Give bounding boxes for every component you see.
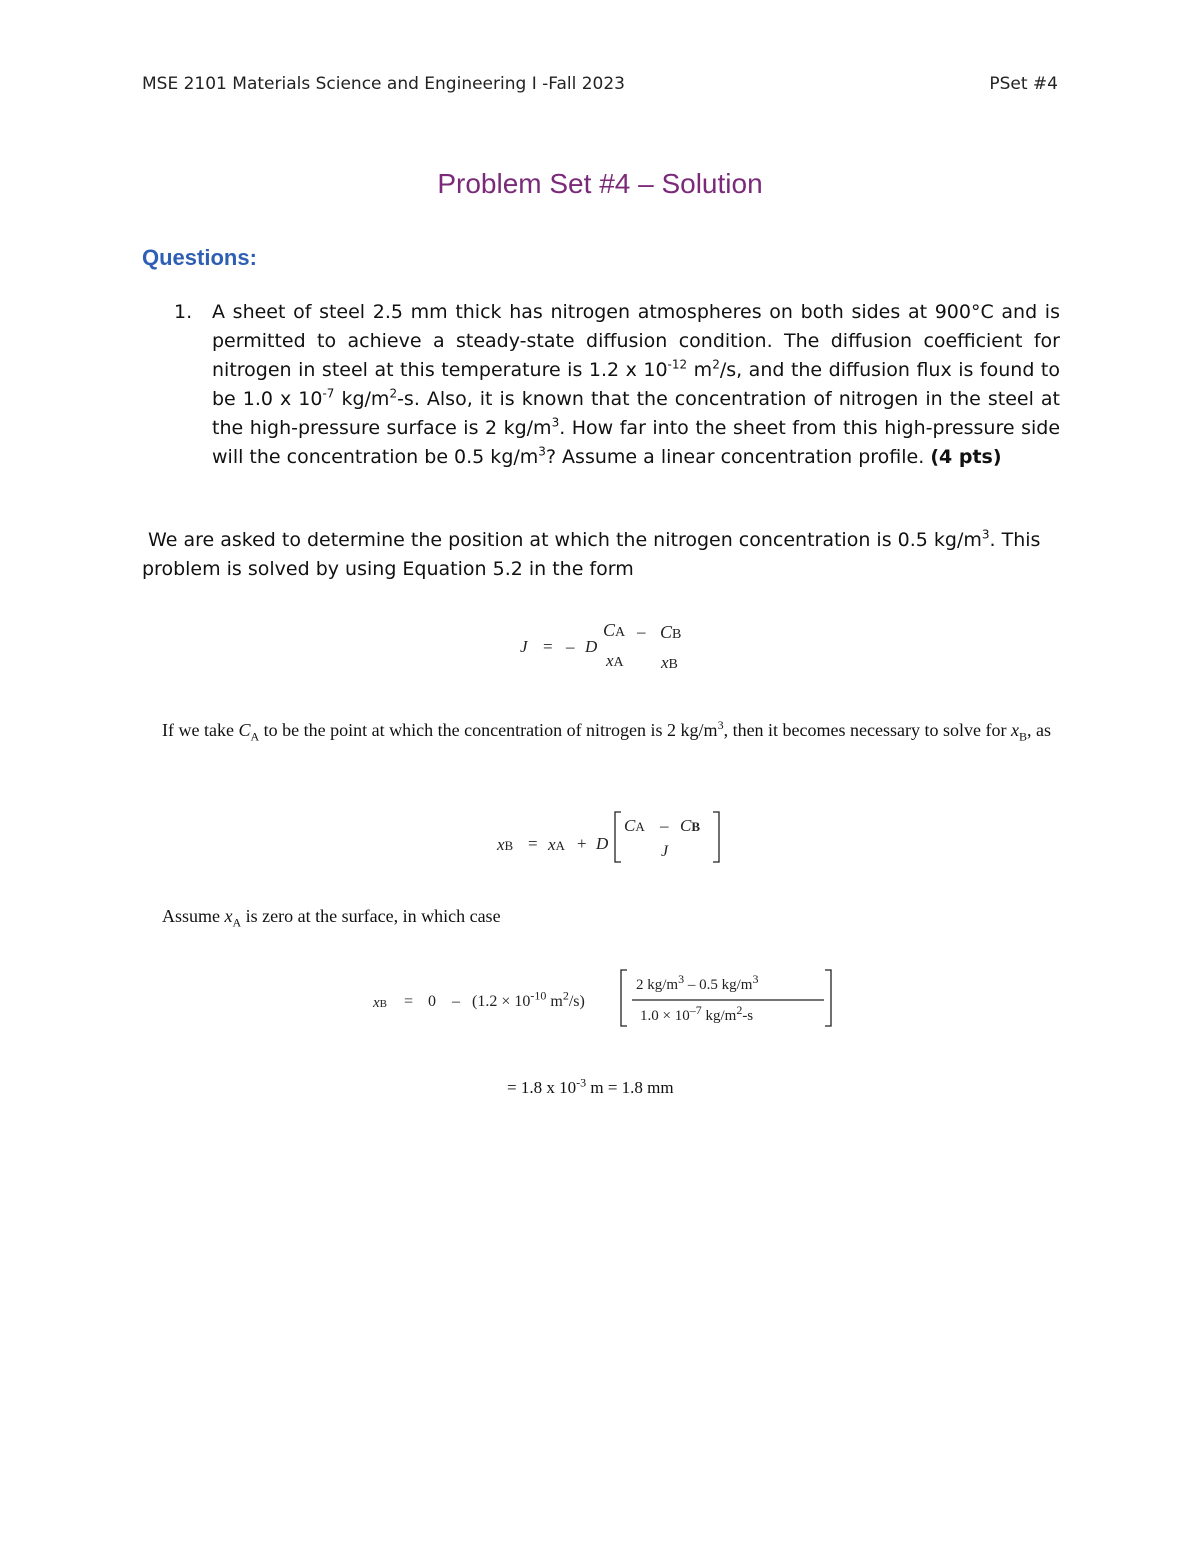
paragraph-assume-xa: Assume $x_A$ is zero at the surface, in which case [162,906,501,930]
question-number: 1. [174,301,193,323]
header-course-title: MSE 2101 Materials Science and Engineering I -Fall 2023 [142,74,625,94]
points-label: (4 pts) [930,446,1002,468]
header-pset-label: PSet #4 [989,74,1058,94]
paragraph-solve-for-xb: If we take $C_A$ to be the point at which the concentration of nitrogen is 2 $kg/m^3$, then it becomes necessary to solve for $x_B$, as [162,718,1051,744]
answer-intro: We are asked to determine the position at which the nitrogen concentration is 0.5 $kg/m^3$. This problem is solved by using Equation 5.2 in the form [142,527,1041,580]
question-text: A sheet of steel 2.5 mm thick has nitrogen atmospheres on both sides at 900°C and is permitted to achieve a steady-state diffusion condition. The diffusion coefficient for nitrogen in steel at this temperature is 1.2 x $10^{-12}$ $m^2/s$, and the diffusion flux is found to be 1.0 x $10^{-7}$ $kg/m^2-s$. Also, it is known that the concentration of nitrogen in the steel at the high-pressure surface is 2 $kg/m^3$. How far into the sheet from this high-pressure side will the concentration be 0.5 $kg/m^3$? Assume a linear concentration profile. (4 pts) [212,301,1061,468]
section-heading: Questions: [142,245,257,270]
question-1 [142,298,1060,472]
final-result: = 1.8 x $10^{-3}$ m = 1.8 mm [507,1075,674,1097]
page-title: Problem Set #4 – Solution [437,168,763,199]
